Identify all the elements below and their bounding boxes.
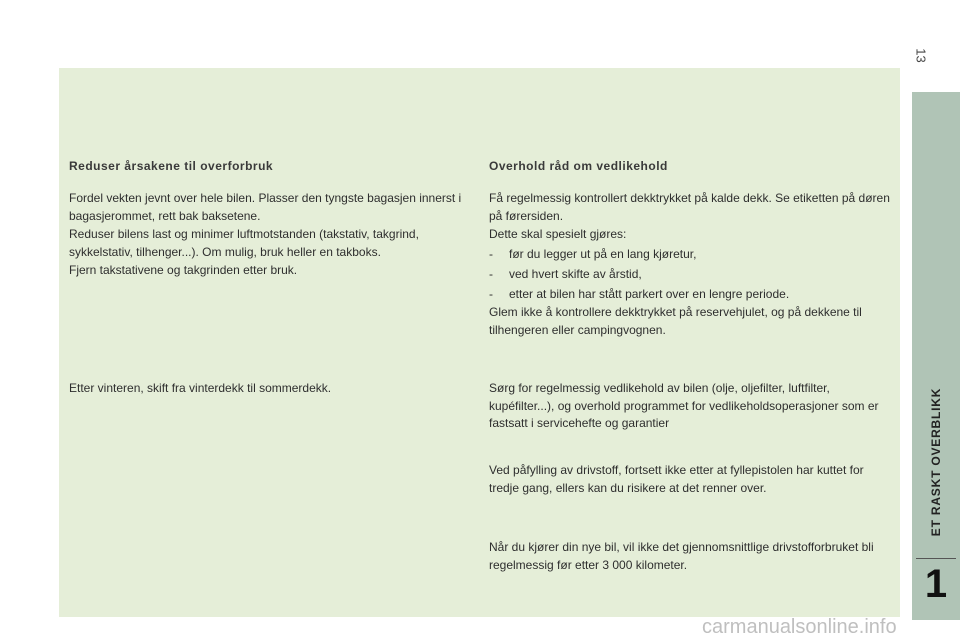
page-number: 13 <box>913 47 929 63</box>
list-item <box>489 246 894 264</box>
chapter-title: ET RASKT OVERBLIKK <box>929 387 943 537</box>
watermark: carmanualsonline.info <box>702 616 897 638</box>
list-item-text: ved hvert skifte av årstid, <box>509 267 642 281</box>
list-dash: - <box>489 287 493 301</box>
list-item <box>489 266 894 284</box>
list-dash: - <box>489 267 493 281</box>
list-dash: - <box>489 247 493 261</box>
list-item-text: etter at bilen har stått parkert over en lengre periode. <box>509 287 790 301</box>
right-paragraph-2: Dette skal spesielt gjøres: <box>489 227 627 241</box>
content-panel <box>59 68 900 617</box>
right-paragraph-1: Få regelmessig kontrollert dekktrykket på kalde dekk. Se etiketten på døren på førersiden. <box>489 191 890 223</box>
left-paragraph-4: Etter vinteren, skift fra vinterdekk til sommerdekk. <box>69 381 332 395</box>
left-paragraph-3: Fjern takstativene og takgrinden etter bruk. <box>69 263 298 277</box>
left-paragraph-2: Reduser bilens last og minimer luftmotstanden (takstativ, takgrind, sykkelstativ, tilhenger...). Om mulig, bruk heller en takboks. <box>69 227 419 259</box>
list-item <box>489 286 894 304</box>
right-paragraph-3: Glem ikke å kontrollere dekktrykket på reservehjulet, og på dekkene til tilhengeren eller campingvognen. <box>489 305 862 337</box>
right-paragraph-6: Når du kjører din nye bil, vil ikke det gjennomsnittlige drivstofforbruket bli regelmessig før etter 3 000 kilometer. <box>489 540 874 572</box>
right-paragraph-5: Ved påfylling av drivstoff, fortsett ikke etter at fyllepistolen har kuttet for tredje gang, ellers kan du risikere at det renner over. <box>489 463 864 495</box>
right-heading: Overhold råd om vedlikehold <box>489 159 668 173</box>
list-item-text: før du legger ut på en lang kjøretur, <box>509 247 697 261</box>
right-paragraph-4: Sørg for regelmessig vedlikehold av bilen (olje, oljefilter, luftfilter, kupéfilter...), og overhold programmet for vedlikeholdsoperasjoner som er fastsatt i servicehefte og garantier <box>489 381 879 430</box>
chapter-number: 1 <box>924 562 948 606</box>
chapter-divider <box>916 558 956 559</box>
left-paragraph-1: Fordel vekten jevnt over hele bilen. Plasser den tyngste bagasjen innerst i bagasjerommet, rett bak baksetene. <box>69 191 462 223</box>
left-heading: Reduser årsakene til overforbruk <box>69 159 274 173</box>
